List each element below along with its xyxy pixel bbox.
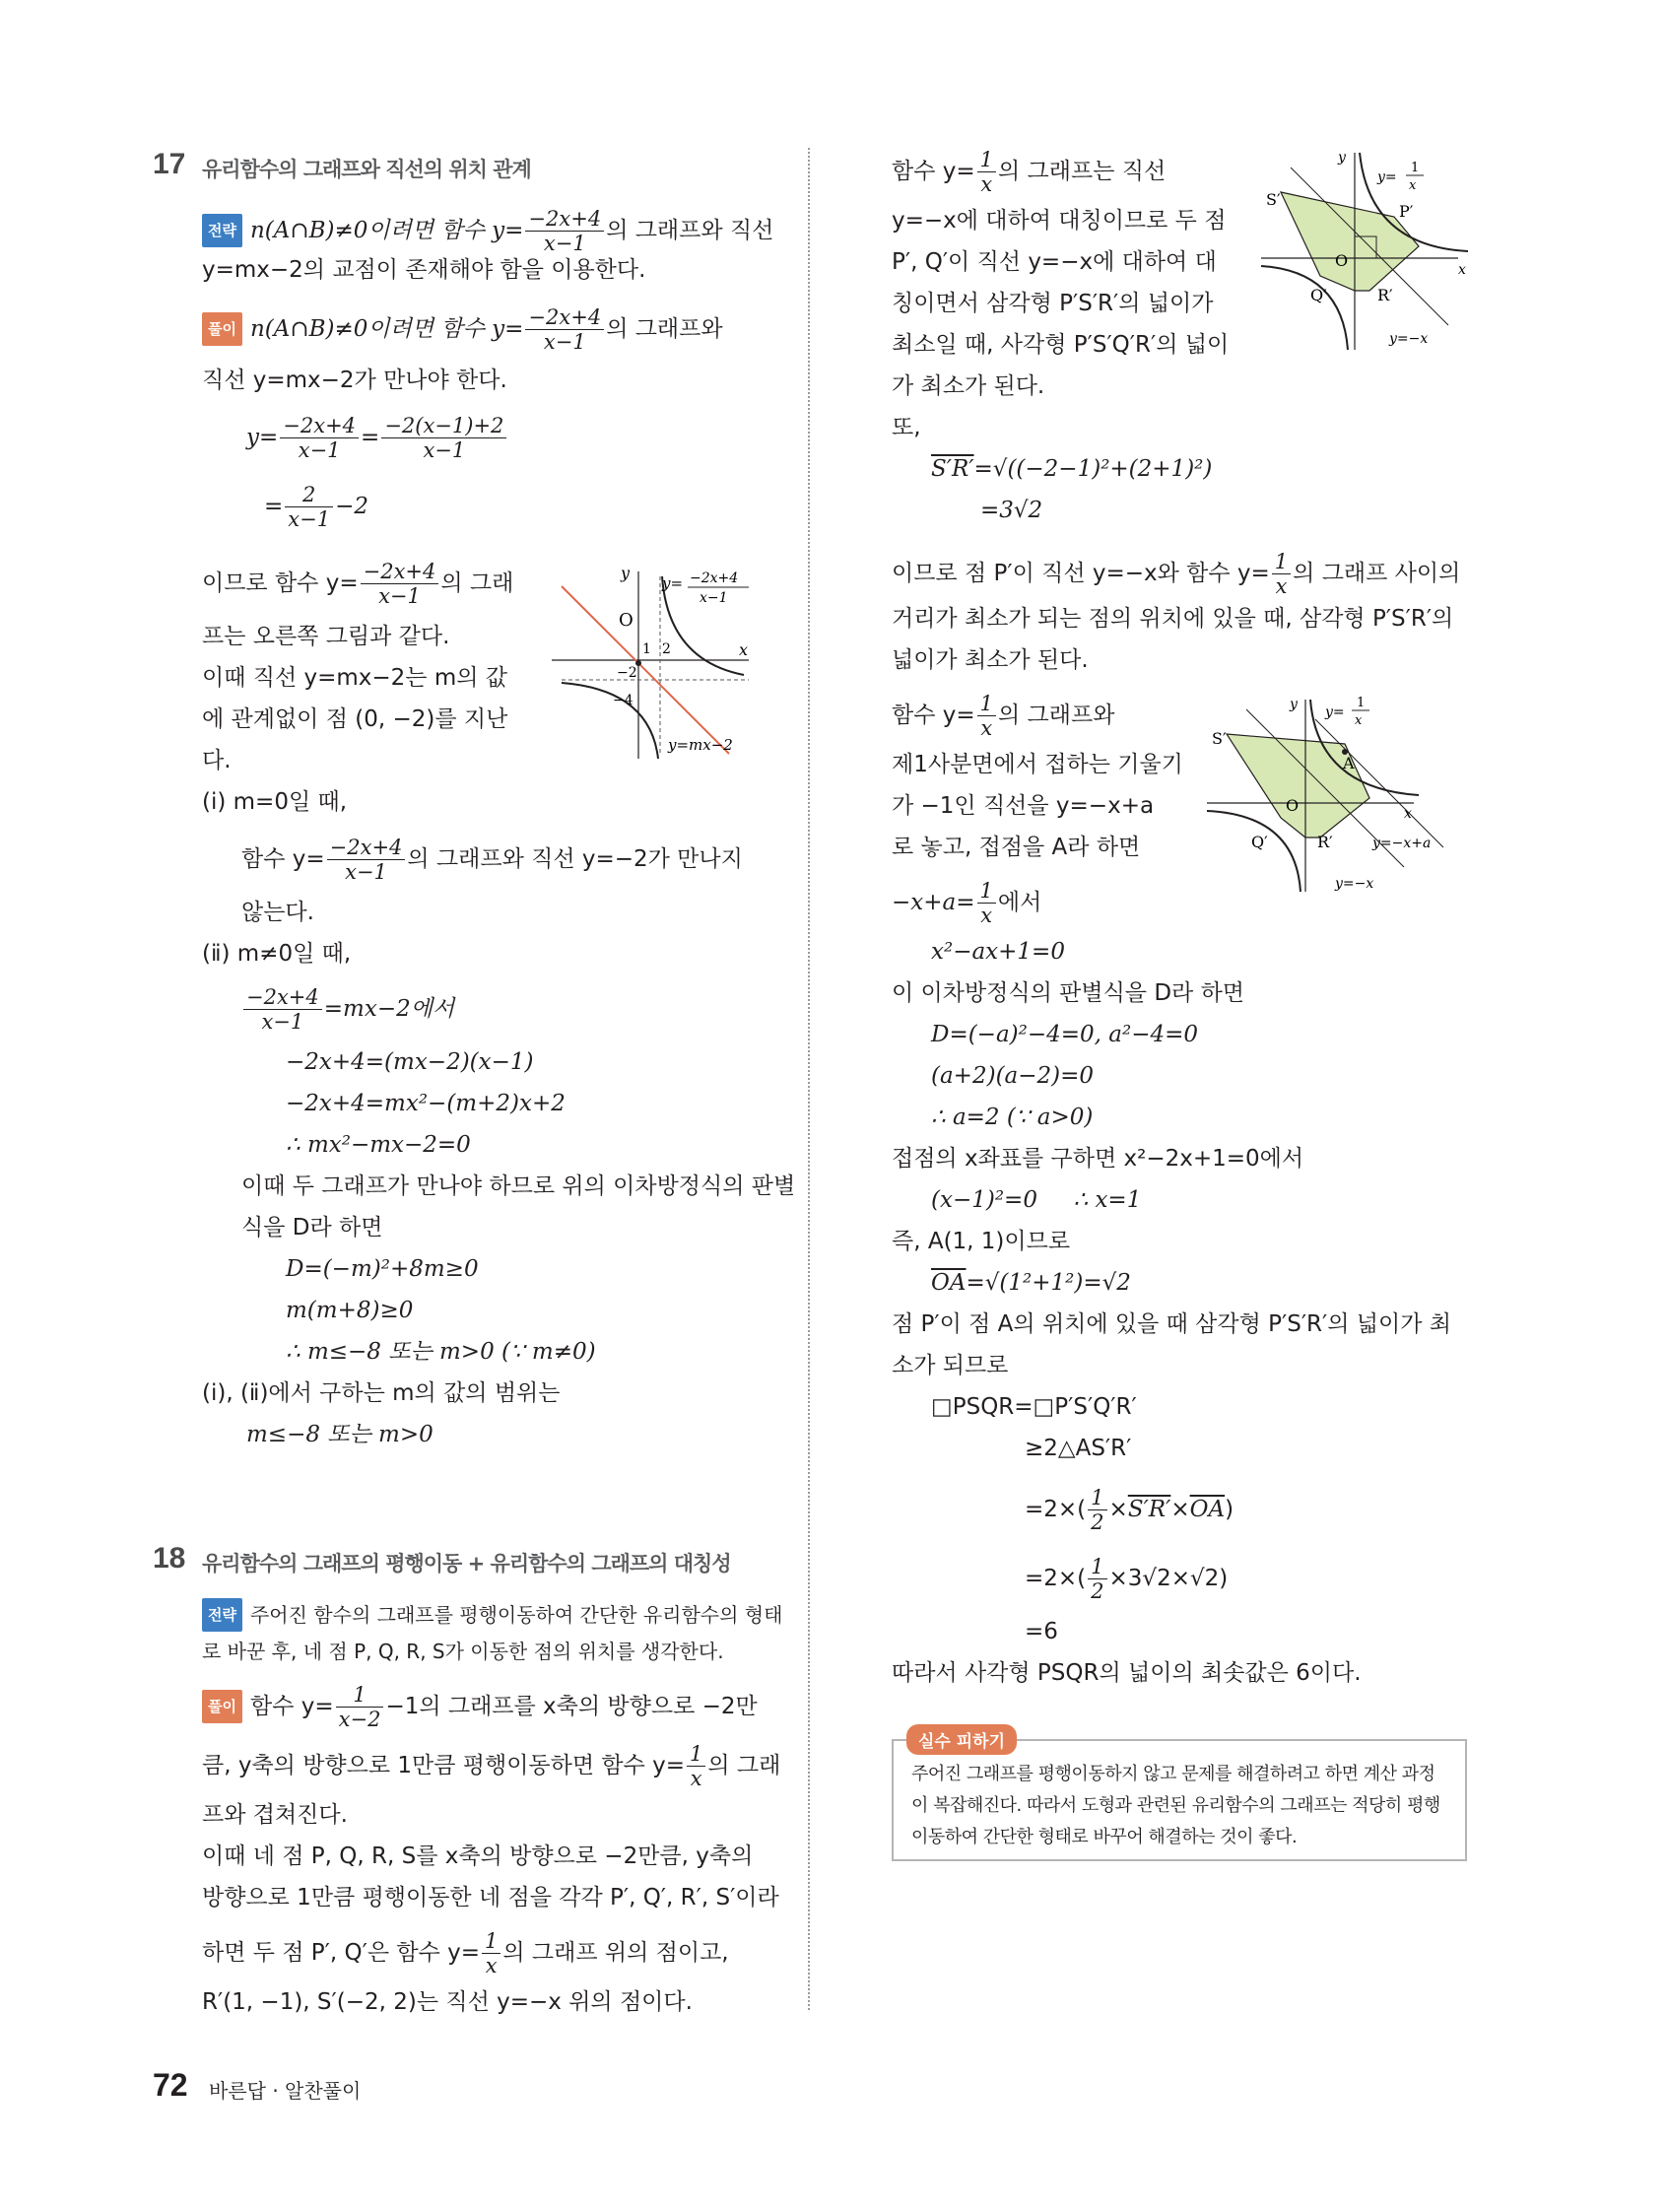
q17-text-3: 이때 직선 y=mx−2는 m의 값 [202, 665, 507, 691]
r-line-19: 이 이차방정식의 판별식을 D라 하면 [892, 980, 1245, 1006]
quadrilateral-figure-2 [1227, 734, 1369, 838]
svg-text:R′: R′ [1317, 833, 1333, 851]
q17-strategy-line-2: y=mx−2의 교점이 존재해야 함을 이용한다. [202, 257, 646, 283]
q17-eq-e6: ∴ m≤−8 또는 m>0 (∵ m≠0) [286, 1339, 596, 1365]
q17-case-1-text-2: 않는다. [241, 900, 314, 925]
r-line-23: 접점의 x좌표를 구하면 x²−2x+1=0에서 [892, 1146, 1304, 1172]
r-line-10: 이므로 점 P′이 직선 y=−x와 함수 y= $\frac{1}{x}$ 의 그래프 사이의 [892, 550, 1461, 598]
q17-strategy-line-1: 전략 n(A∩B)≠0이려면 함수 y= $\frac{-2x+4}{x-1}$ 의 그래프와 직선 [202, 207, 773, 255]
q18-solution-line-5: 방향으로 1만큼 평행이동한 네 점을 각각 P′, Q′, R′, S′이라 [202, 1885, 779, 1910]
r-line-29: □PSQR=□P′S′Q′R′ [931, 1394, 1137, 1420]
svg-text:y=: y= [1325, 704, 1345, 720]
solution-tag: 풀이 [202, 1690, 242, 1723]
q18-solution-line-2: 큼, y축의 방향으로 1만큼 평행이동하면 함수 y= $\frac{1}{x}$ 의 그래 [202, 1742, 781, 1790]
curve-label-den: x−1 [700, 590, 728, 606]
r-line-26: $\overline{OA}=√(1^2+1^2)=√2$ [931, 1270, 1131, 1296]
q17-text-7: 식을 D라 하면 [241, 1215, 383, 1240]
q17-text-8: (ⅰ), (ⅱ)에서 구하는 m의 값의 범위는 [202, 1380, 561, 1406]
r-line-1: 함수 y= $\frac{1}{x}$ 의 그래프는 직선 [892, 148, 1167, 196]
tip-text-3: 이동하여 간단한 형태로 바꾸어 해결하는 것이 좋다. [911, 1827, 1298, 1847]
svg-text:x: x [1458, 262, 1466, 278]
svg-text:S′: S′ [1212, 729, 1227, 748]
svg-text:x: x [1409, 178, 1417, 193]
q18-solution-line-3: 프와 겹쳐진다. [202, 1802, 348, 1828]
r-line-32: =2×( $\frac{1}{2}$ ×3√2×√2) [1025, 1555, 1229, 1603]
r-line-18: x²−ax+1=0 [931, 939, 1065, 965]
strategy-tag: 전략 [202, 1598, 242, 1632]
r-line-21: (a+2)(a−2)=0 [931, 1063, 1095, 1089]
svg-text:1: 1 [1411, 161, 1420, 175]
svg-text:y=: y= [1377, 169, 1397, 185]
q17-equation-1: y= $\frac{-2x+4}{x-1}$ = $\frac{-2(x-1)+2}{x-1}$ [246, 414, 508, 462]
q17-text-4: 에 관계없이 점 (0, −2)를 지난 [202, 706, 508, 732]
solution-tag: 풀이 [202, 312, 242, 346]
r-line-3: P′, Q′이 직선 y=−x에 대하여 대 [892, 249, 1217, 275]
svg-text:y: y [1290, 697, 1298, 712]
hyperbola-branch-left [562, 683, 658, 759]
svg-text:y=−x+a: y=−x+a [1372, 836, 1432, 851]
q17-case-1: (ⅰ) m=0일 때, [202, 789, 348, 815]
q18-solution-line-6: 하면 두 점 P′, Q′은 함수 y= $\frac{1}{x}$ 의 그래프 위의 점이고, [202, 1929, 729, 1977]
r-line-8: S′R′=√((−2−1)²+(2+1)²) [931, 456, 1213, 482]
line-mx-2 [562, 586, 729, 754]
question-title-17: 유리함수의 그래프와 직선의 위치 관계 [202, 158, 531, 181]
q17-case-2: (ⅱ) m≠0일 때, [202, 941, 352, 967]
q17-solution-line-1: 풀이 n(A∩B)≠0이려면 함수 y= $\frac{-2x+4}{x-1}$ 의 그래프와 [202, 305, 723, 354]
svg-text:y=−x: y=−x [1389, 331, 1429, 347]
r-line-27: 점 P′이 점 A의 위치에 있을 때 삼각형 P′S′R′의 넓이가 최 [892, 1311, 1451, 1337]
q18-strategy-line-2: 로 바꾼 후, 네 점 P, Q, R, S가 이동한 점의 위치를 생각한다. [202, 1640, 724, 1663]
r-line-13: 함수 y= $\frac{1}{x}$ 의 그래프와 [892, 692, 1115, 740]
fraction: $\frac{-2x+4}{x-1}$ [525, 305, 604, 354]
r-line-7: 또, [892, 415, 921, 440]
r-line-24: (x−1)²=0 ∴ x=1 [931, 1187, 1142, 1213]
r-line-22: ∴ a=2 (∵ a>0) [931, 1105, 1094, 1130]
r-line-14: 제1사분면에서 접하는 기울기 [892, 752, 1183, 777]
r-line-34: 따라서 사각형 PSQR의 넓이의 최솟값은 6이다. [892, 1660, 1362, 1686]
line-label: y=mx−2 [668, 736, 733, 754]
svg-text:1: 1 [1357, 696, 1366, 710]
fraction: $\frac{-2x+4}{x-1}$ [525, 207, 604, 255]
r-line-30: ≥2△AS′R′ [1025, 1436, 1132, 1461]
r-line-2: y=−x에 대하여 대칭이므로 두 점 [892, 208, 1227, 234]
tip-text-2: 이 복잡해진다. 따라서 도형과 관련된 유리함수의 그래프는 적당히 평행 [911, 1795, 1440, 1816]
q17-eq-e3: ∴ mx²−mx−2=0 [286, 1132, 471, 1158]
q17-eq-e5: m(m+8)≥0 [286, 1298, 414, 1323]
q17-equation-2: = $\frac{2}{x-1}$ −2 [264, 483, 368, 531]
q18-solution-line-1: 풀이 함수 y= $\frac{1}{x-2}$ −1의 그래프를 x축의 방향으로 −2만 [202, 1683, 758, 1731]
page-number: 72 [153, 2067, 188, 2103]
q18-figure-1 [1261, 148, 1478, 355]
svg-text:y=−x: y=−x [1335, 876, 1374, 892]
curve-label-num: −2x+4 [690, 570, 739, 586]
q18-figure-2 [1207, 695, 1483, 897]
r-line-6: 가 최소가 된다. [892, 373, 1045, 399]
q17-text-1: 이므로 함수 y= $\frac{-2x+4}{x-1}$ 의 그래 [202, 560, 514, 608]
r-line-28: 소가 되므로 [892, 1353, 1009, 1378]
q17-text-2: 프는 오른쪽 그림과 같다. [202, 624, 450, 649]
svg-text:O: O [1286, 796, 1300, 815]
q17-solution-line-2: 직선 y=mx−2가 만나야 한다. [202, 368, 507, 393]
svg-text:P′: P′ [1399, 202, 1414, 221]
r-line-12: 넓이가 최소가 된다. [892, 647, 1089, 673]
q18-solution-line-4: 이때 네 점 P, Q, R, S를 x축의 방향으로 −2만큼, y축의 [202, 1843, 754, 1869]
r-line-17: −x+a= $\frac{1}{x}$ 에서 [892, 879, 1042, 927]
curve-label: y= [662, 574, 684, 592]
svg-text:R′: R′ [1377, 286, 1393, 304]
question-number-17: 17 [153, 148, 186, 180]
svg-text:Q′: Q′ [1310, 286, 1327, 304]
r-line-9: =3√2 [980, 498, 1043, 523]
r-line-20: D=(−a)²−4=0, a²−4=0 [931, 1022, 1199, 1047]
r-line-25: 즉, A(1, 1)이므로 [892, 1229, 1071, 1254]
svg-text:y: y [1338, 150, 1346, 166]
page-footer-text: 바른답 · 알찬풀이 [209, 2079, 362, 2103]
column-divider [808, 148, 810, 2010]
q17-case-1-text: 함수 y= $\frac{-2x+4}{x-1}$ 의 그래프와 직선 y=−2가 만나지 [241, 836, 743, 884]
q17-text-6: 이때 두 그래프가 만나야 하므로 위의 이차방정식의 판별 [241, 1173, 796, 1199]
tick-neg-2: −2 [617, 665, 637, 681]
r-line-16: 로 놓고, 접점을 A라 하면 [892, 835, 1141, 860]
r-line-15: 가 −1인 직선을 y=−x+a [892, 793, 1155, 819]
r-line-31: =2×( $\frac{1}{2}$ $\times S'R'\times\overline{OA}$) [1025, 1486, 1234, 1534]
q17-eq-e7: m≤−8 또는 m>0 [246, 1422, 434, 1447]
svg-text:A: A [1343, 754, 1355, 772]
r-line-11: 거리가 최소가 되는 점의 위치에 있을 때, 삼각형 P′S′R′의 [892, 606, 1454, 632]
svg-text:Q′: Q′ [1251, 833, 1268, 851]
question-number-18: 18 [153, 1542, 186, 1575]
svg-text:S′: S′ [1266, 190, 1281, 209]
tick-neg-4: −4 [613, 693, 634, 708]
q17-eq-e4: D=(−m)²+8m≥0 [286, 1256, 479, 1282]
q17-case-2-eq: $\frac{-2x+4}{x-1}$ =mx−2에서 [241, 985, 454, 1034]
r-line-33: =6 [1025, 1619, 1058, 1644]
r-line-4: 칭이면서 삼각형 P′S′R′의 넓이가 [892, 291, 1214, 316]
question-title-18: 유리함수의 그래프의 평행이동 + 유리함수의 그래프의 대칭성 [202, 1552, 731, 1575]
origin-label: O [619, 610, 634, 631]
q17-text-5: 다. [202, 748, 232, 773]
q18-strategy-line-1: 전략 주어진 함수의 그래프를 평행이동하여 간단한 유리함수의 형태 [202, 1598, 782, 1632]
x-axis-label: x [739, 640, 749, 659]
q17-graph [552, 567, 778, 764]
tip-label: 실수 피하기 [906, 1724, 1017, 1755]
strategy-tag: 전략 [202, 214, 242, 247]
r-line-5: 최소일 때, 사각형 P′S′Q′R′의 넓이 [892, 332, 1230, 358]
tick-1: 1 [642, 641, 651, 657]
tip-text-1: 주어진 그래프를 평행이동하지 않고 문제를 해결하려고 하면 계산 과정 [911, 1764, 1435, 1784]
q18-solution-line-7: R′(1, −1), S′(−2, 2)는 직선 y=−x 위의 점이다. [202, 1989, 693, 2015]
svg-text:x: x [1355, 713, 1363, 728]
y-axis-label: y [621, 567, 631, 582]
q17-eq-e2: −2x+4=mx²−(m+2)x+2 [286, 1091, 566, 1116]
q17-eq-e1: −2x+4=(mx−2)(x−1) [286, 1049, 534, 1075]
svg-text:O: O [1335, 251, 1349, 270]
svg-text:x: x [1404, 806, 1412, 822]
tick-2: 2 [662, 641, 671, 657]
